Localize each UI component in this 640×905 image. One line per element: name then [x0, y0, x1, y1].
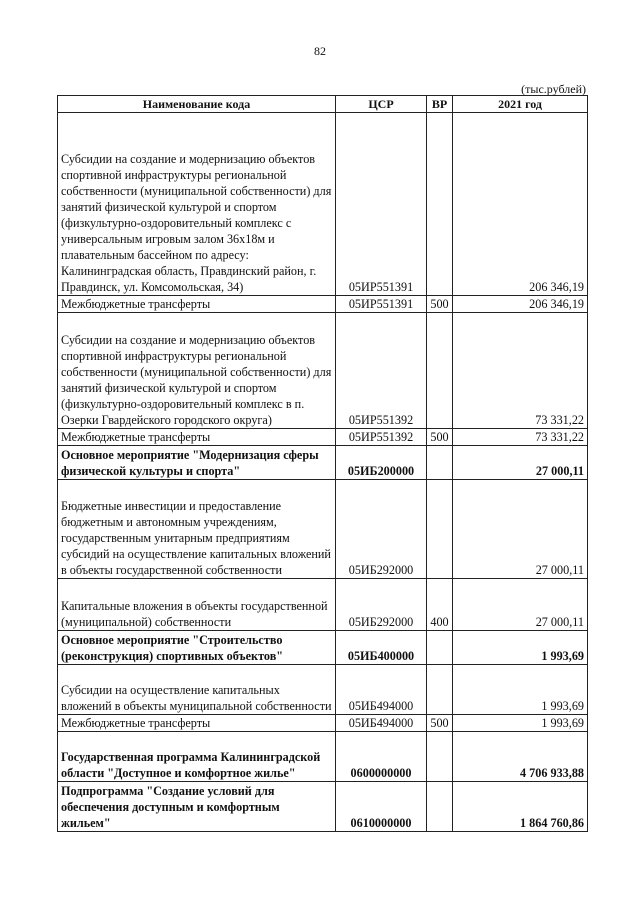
row-sum: 1 993,69 [453, 665, 588, 715]
header-year: 2021 год [453, 96, 588, 113]
row-name: Субсидии на создание и модернизацию объектов спортивной инфраструктуры региональной собственности (муниципальной собственности) для занятий физической культурой и спортом (физкультурно-оздоровительный комплекс в п. Озерки Гвардейского городского округа) [58, 313, 336, 429]
row-name: Субсидии на создание и модернизацию объектов спортивной инфраструктуры региональной собственности (муниципальной собственности) для занятий физической культурой и спортом (физкультурно-оздоровительный комплекс с универсальным игровым залом 36х18м и плавательным бассейном по адресу: Калининградская область, Правдинский район, г. Правдинск, ул. Комсомольская, 34) [58, 113, 336, 296]
table-row [58, 446, 588, 480]
row-csr: 05ИР551392 [336, 313, 427, 429]
row-sum: 73 331,22 [453, 313, 588, 429]
row-csr: 05ИБ494000 [336, 665, 427, 715]
row-csr: 05ИР551391 [336, 113, 427, 296]
row-name: Субсидии на осуществление капитальных вложений в объекты муниципальной собственности [58, 665, 336, 715]
table-row [58, 732, 588, 782]
row-name: Основное мероприятие "Строительство (реконструкция) спортивных объектов" [58, 631, 336, 665]
header-vr: ВР [427, 96, 453, 113]
row-sum: 27 000,11 [453, 446, 588, 480]
header-name: Наименование кода [58, 96, 336, 113]
budget-table [57, 95, 588, 832]
row-vr: 500 [427, 429, 453, 446]
row-csr: 05ИБ400000 [336, 631, 427, 665]
row-sum: 73 331,22 [453, 429, 588, 446]
row-vr [427, 480, 453, 579]
table-row [58, 665, 588, 715]
page-number: 82 [314, 44, 326, 58]
row-name: Бюджетные инвестиции и предоставление бюджетным и автономным учреждениям, государственным унитарным предприятиям субсидий на осуществление капитальных вложений в объекты государственной собственности [58, 480, 336, 579]
row-sum: 206 346,19 [453, 113, 588, 296]
row-sum: 1 864 760,86 [453, 782, 588, 832]
row-csr: 05ИБ200000 [336, 446, 427, 480]
row-name: Межбюджетные трансферты [58, 296, 336, 313]
table-row [58, 429, 588, 446]
row-csr: 0610000000 [336, 782, 427, 832]
table-row [58, 480, 588, 579]
table-row [58, 313, 588, 429]
table-row [58, 782, 588, 832]
table-row [58, 579, 588, 631]
row-vr: 500 [427, 715, 453, 732]
row-sum: 206 346,19 [453, 296, 588, 313]
row-sum: 1 993,69 [453, 631, 588, 665]
row-csr: 05ИР551392 [336, 429, 427, 446]
row-vr [427, 446, 453, 480]
row-name: Основное мероприятие "Модернизация сферы физической культуры и спорта" [58, 446, 336, 480]
table-header-row [58, 96, 588, 113]
row-sum: 27 000,11 [453, 579, 588, 631]
row-vr: 500 [427, 296, 453, 313]
row-vr [427, 665, 453, 715]
row-sum: 1 993,69 [453, 715, 588, 732]
units-label: (тыс.рублей) [521, 82, 586, 96]
table-row [58, 631, 588, 665]
table-row [58, 715, 588, 732]
table-row [58, 113, 588, 296]
row-sum: 27 000,11 [453, 480, 588, 579]
row-vr: 400 [427, 579, 453, 631]
row-vr [427, 782, 453, 832]
row-name: Государственная программа Калининградской области "Доступное и комфортное жилье" [58, 732, 336, 782]
row-csr: 0600000000 [336, 732, 427, 782]
row-name: Межбюджетные трансферты [58, 429, 336, 446]
row-name: Подпрограмма "Создание условий для обеспечения доступным и комфортным жильем" [58, 782, 336, 832]
row-vr [427, 631, 453, 665]
row-sum: 4 706 933,88 [453, 732, 588, 782]
row-name: Капитальные вложения в объекты государственной (муниципальной) собственности [58, 579, 336, 631]
row-csr: 05ИБ292000 [336, 579, 427, 631]
row-csr: 05ИБ292000 [336, 480, 427, 579]
row-vr [427, 313, 453, 429]
header-csr: ЦСР [336, 96, 427, 113]
row-csr: 05ИР551391 [336, 296, 427, 313]
row-vr [427, 113, 453, 296]
row-name: Межбюджетные трансферты [58, 715, 336, 732]
row-vr [427, 732, 453, 782]
table-row [58, 296, 588, 313]
row-csr: 05ИБ494000 [336, 715, 427, 732]
